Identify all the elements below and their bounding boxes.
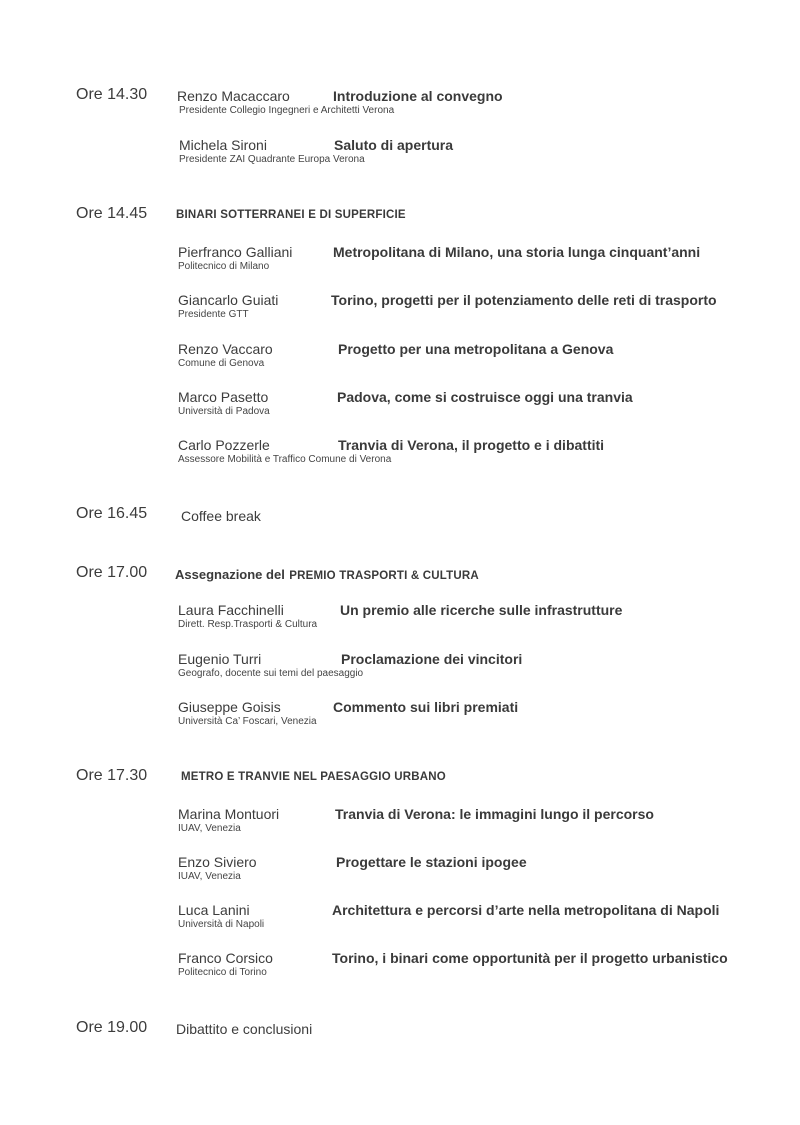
time-slot: Ore 14.30 xyxy=(76,86,148,103)
talk-title: Padova, come si costruisce oggi una tranvia xyxy=(337,389,633,405)
speaker-role: Presidente GTT xyxy=(178,309,249,320)
speaker-role: Politecnico di Milano xyxy=(178,261,270,272)
speaker-role: Assessore Mobilità e Traffico Comune di Verona xyxy=(178,454,392,465)
time-slot: Ore 16.45 xyxy=(76,505,148,522)
speaker-name: Renzo Macaccaro xyxy=(177,88,290,104)
talk-title: Tranvia di Verona: le immagini lungo il percorso xyxy=(335,806,654,822)
speaker-name: Luca Lanini xyxy=(178,902,250,918)
talk-title: Progettare le stazioni ipogee xyxy=(336,854,527,870)
speaker-name: Giancarlo Guiati xyxy=(178,292,279,308)
speaker-role: IUAV, Venezia xyxy=(178,871,241,882)
speaker-name: Laura Facchinelli xyxy=(178,602,284,618)
talk-title: Introduzione al convegno xyxy=(333,88,503,104)
speaker-name: Michela Sironi xyxy=(179,137,267,153)
speaker-name: Giuseppe Goisis xyxy=(178,699,281,715)
speaker-role: IUAV, Venezia xyxy=(178,823,241,834)
speaker-role: Università Ca’ Foscari, Venezia xyxy=(178,716,317,727)
talk-title: Commento sui libri premiati xyxy=(333,699,519,715)
coffee-break: Coffee break xyxy=(181,508,261,524)
time-slot: Ore 17.00 xyxy=(76,564,148,581)
talk-title: Tranvia di Verona, il progetto e i dibattiti xyxy=(338,437,605,453)
speaker-role: Politecnico di Torino xyxy=(178,967,267,978)
speaker-role: Università di Padova xyxy=(178,406,270,417)
speaker-name: Franco Corsico xyxy=(178,950,273,966)
talk-title: Saluto di apertura xyxy=(334,137,454,153)
time-slot: Ore 19.00 xyxy=(76,1019,148,1036)
talk-title: Un premio alle ricerche sulle infrastrutture xyxy=(340,602,623,618)
section-heading xyxy=(175,566,479,584)
speaker-role: Presidente Collegio Ingegneri e Architetti Verona xyxy=(179,105,395,116)
speaker-name: Renzo Vaccaro xyxy=(178,341,273,357)
speaker-name: Eugenio Turri xyxy=(178,651,262,667)
speaker-name: Carlo Pozzerle xyxy=(178,437,270,453)
talk-title: Proclamazione dei vincitori xyxy=(341,651,523,667)
talk-title: Progetto per una metropolitana a Genova xyxy=(338,341,614,357)
speaker-name: Marco Pasetto xyxy=(178,389,269,405)
speaker-role: Geografo, docente sui temi del paesaggio xyxy=(178,668,364,679)
section-heading-award: PREMIO TRASPORTI & CULTURA xyxy=(289,570,479,582)
speaker-role: Università di Napoli xyxy=(178,919,265,930)
speaker-name: Marina Montuori xyxy=(178,806,280,822)
time-slot: Ore 17.30 xyxy=(76,767,148,784)
section-heading: BINARI SOTTERRANEI E DI SUPERFICIE xyxy=(176,209,406,221)
speaker-name: Pierfranco Galliani xyxy=(178,244,293,260)
talk-title: Metropolitana di Milano, una storia lunga cinquant’anni xyxy=(333,244,701,260)
section-heading-prefix: Assegnazione del xyxy=(175,567,285,582)
talk-title: Architettura e percorsi d’arte nella metropolitana di Napoli xyxy=(332,902,720,918)
talk-title: Torino, progetti per il potenziamento delle reti di trasporto xyxy=(331,292,717,308)
speaker-role: Dirett. Resp.Trasporti & Cultura xyxy=(178,619,318,630)
time-slot: Ore 14.45 xyxy=(76,205,148,222)
closing-session: Dibattito e conclusioni xyxy=(176,1021,313,1037)
speaker-role: Presidente ZAI Quadrante Europa Verona xyxy=(179,154,365,165)
speaker-name: Enzo Siviero xyxy=(178,854,257,870)
speaker-role: Comune di Genova xyxy=(178,358,265,369)
talk-title: Torino, i binari come opportunità per il progetto urbanistico xyxy=(332,950,728,966)
section-heading: METRO E TRANVIE NEL PAESAGGIO URBANO xyxy=(181,771,446,783)
